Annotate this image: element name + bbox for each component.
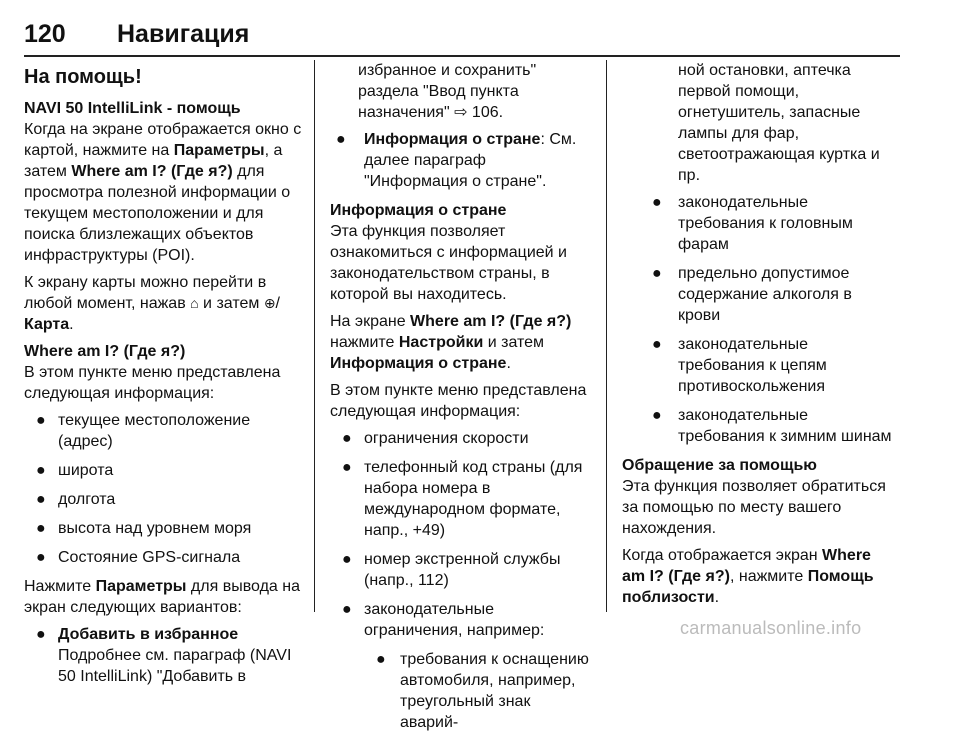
options-list xyxy=(24,624,302,687)
paragraph-help-function: Эта функция позволяет обратиться за помощью по месту вашего нахождения. xyxy=(622,478,886,537)
paragraph-favorite-continued: избранное и сохранить" раздела "Ввод пункта назначения" ⇨ 106. xyxy=(358,62,537,121)
page-number: 120 xyxy=(24,20,66,48)
paragraph-options: Нажмите Параметры для вывода на экран следующих вариантов: xyxy=(24,578,300,616)
list-item: ● Состояние GPS-сигнала xyxy=(36,549,241,566)
subheading-country-info: Информация о стране xyxy=(330,202,507,219)
list-item: ● предельно допустимое содержание алкоголя в крови xyxy=(652,265,852,324)
column-divider-1 xyxy=(314,60,315,612)
paragraph-country-function: Эта функция позволяет ознакомиться с информацией и законодательством страны, в которой вы находитесь. xyxy=(330,223,567,303)
section-title: Навигация xyxy=(117,20,250,48)
list-item: ● текущее местоположение (адрес) xyxy=(36,412,251,450)
country-bullet-list xyxy=(330,428,592,733)
list-item: ● номер экстренной службы (напр., 112) xyxy=(342,551,561,589)
page-header xyxy=(24,20,900,54)
subheading-request-help: Обращение за помощью xyxy=(622,457,817,474)
list-item: ● ограничения скорости xyxy=(342,430,529,447)
list-item: ● широта xyxy=(36,462,114,479)
info-bullet-list xyxy=(24,410,302,568)
column-2 xyxy=(330,60,592,741)
heading-help: На помощь! xyxy=(24,66,142,88)
list-item: ● законодательные требования к зимним шинам xyxy=(652,407,892,445)
map-icon: ⊕ xyxy=(263,295,276,311)
paragraph-help-access: Когда отображается экран Where am I? (Где я?), нажмите Помощь поблизости. xyxy=(622,547,874,606)
list-item: ● телефонный код страны (для набора номера в международном формате, напр., +49) xyxy=(342,459,583,539)
list-item-nested: ● требования к оснащению автомобиля, например, треугольный знак аварий- xyxy=(376,651,589,731)
paragraph-map-access: К экрану карты можно перейти в любой момент, нажав ⌂ и затем ⊕/ Карта. xyxy=(24,274,280,333)
subheading-where-am-i: Where am I? (Где я?) xyxy=(24,343,186,360)
paragraph-intro: Когда на экране отображается окно с картой, нажмите на Параметры, а затем Where am I? (Где я?) для просмотра полезной информации о текущем местоположении и для поиска близлежащих объектов инфраструктуры (POI). xyxy=(24,121,302,264)
paragraph-equipment-continued: ной остановки, аптечка первой помощи, огнетушитель, запасные лампы для фар, светоотражающая куртка и пр. xyxy=(678,62,880,184)
paragraph-country-access: На экране Where am I? (Где я?) нажмите Настройки и затем Информация о стране. xyxy=(330,313,572,372)
column-1 xyxy=(24,60,302,695)
subheading-navi50-help: NAVI 50 IntelliLink - помощь xyxy=(24,100,241,117)
requirements-bullet-list xyxy=(622,192,892,447)
list-item: ● законодательные требования к цепям противоскольжения xyxy=(652,336,827,395)
home-icon: ⌂ xyxy=(190,295,199,311)
site-watermark: carmanualsonline.info xyxy=(680,618,862,638)
list-item: ● долгота xyxy=(36,491,116,508)
list-item: ● законодательные требования к головным фарам xyxy=(652,194,853,253)
list-item-country-info: ● Информация о стране: См. далее параграф "Информация о стране". xyxy=(336,131,577,190)
paragraph-country-list: В этом пункте меню представлена следующая информация: xyxy=(330,382,587,420)
list-item: ● высота над уровнем моря xyxy=(36,520,252,537)
list-item-add-favorite: ● Добавить в избранное Подробнее см. параграф (NAVI 50 IntelliLink) "Добавить в xyxy=(36,626,292,685)
page-ref-arrow-icon: ⇨ xyxy=(454,104,468,121)
header-rule xyxy=(24,55,900,57)
column-divider-2 xyxy=(606,60,607,612)
paragraph-info-list: В этом пункте меню представлена следующая информация: xyxy=(24,364,281,402)
list-item: ● законодательные ограничения, например: xyxy=(342,601,545,639)
column-3 xyxy=(622,60,892,614)
country-info-option-list xyxy=(330,129,592,192)
